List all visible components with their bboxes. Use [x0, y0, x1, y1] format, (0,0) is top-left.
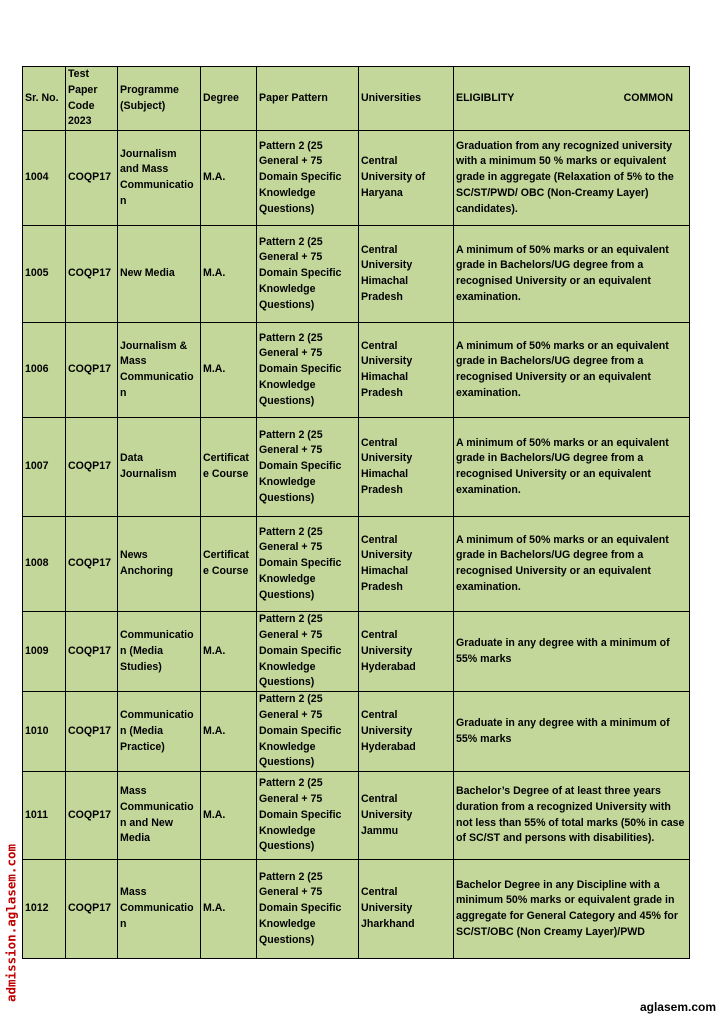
cell-university: Central University Himachal Pradesh: [359, 226, 454, 323]
cell-sr-no: 1009: [23, 612, 66, 692]
cell-code: COQP17: [66, 226, 118, 323]
cell-degree: M.A.: [201, 860, 257, 959]
cell-code: COQP17: [66, 692, 118, 772]
cell-eligibility: Graduate in any degree with a minimum of 55% marks: [454, 692, 690, 772]
cell-university: Central University Hyderabad: [359, 612, 454, 692]
cell-degree: M.A.: [201, 612, 257, 692]
cell-sr-no: 1007: [23, 418, 66, 517]
cell-degree: Certificate Course: [201, 517, 257, 612]
table-row: [23, 131, 690, 226]
cell-eligibility: Bachelor Degree in any Discipline with a minimum 50% marks or equivalent grade in aggregate for General Category and 45% for SC/ST/OBC (Non Creamy Layer)/PWD: [454, 860, 690, 959]
table-row: [23, 692, 690, 772]
eligibility-table: [22, 66, 690, 959]
header-universities: Universities: [359, 67, 454, 131]
table-row: [23, 772, 690, 860]
header-eligibility-label: ELIGIBLITY: [456, 91, 515, 104]
header-paper-pattern: Paper Pattern: [257, 67, 359, 131]
cell-programme: New Media: [118, 226, 201, 323]
header-sr-no: Sr. No.: [23, 67, 66, 131]
footer-site-name: aglasem.com: [639, 1000, 716, 1014]
cell-pattern: Pattern 2 (25 General + 75 Domain Specific Knowledge Questions): [257, 226, 359, 323]
header-eligibility: [454, 67, 690, 131]
cell-programme: Mass Communication: [118, 860, 201, 959]
cell-code: COQP17: [66, 517, 118, 612]
cell-pattern: Pattern 2 (25 General + 75 Domain Specific Knowledge Questions): [257, 860, 359, 959]
cell-sr-no: 1010: [23, 692, 66, 772]
header-eligibility-tag: COMMON: [623, 91, 673, 104]
cell-degree: Certificate Course: [201, 418, 257, 517]
cell-pattern: Pattern 2 (25 General + 75 Domain Specific Knowledge Questions): [257, 418, 359, 517]
cell-degree: M.A.: [201, 692, 257, 772]
cell-university: Central University of Haryana: [359, 131, 454, 226]
cell-pattern: Pattern 2 (25 General + 75 Domain Specific Knowledge Questions): [257, 772, 359, 860]
header-programme: Programme (Subject): [118, 67, 201, 131]
cell-eligibility: A minimum of 50% marks or an equivalent grade in Bachelors/UG degree from a recognised University or an equivalent examination.: [454, 517, 690, 612]
cell-university: Central University Jammu: [359, 772, 454, 860]
cell-programme: Data Journalism: [118, 418, 201, 517]
cell-eligibility: A minimum of 50% marks or an equivalent grade in Bachelors/UG degree from a recognised University or an equivalent examination.: [454, 418, 690, 517]
cell-pattern: Pattern 2 (25 General + 75 Domain Specific Knowledge Questions): [257, 692, 359, 772]
table-row: [23, 323, 690, 418]
table-row: [23, 418, 690, 517]
cell-eligibility: Bachelor’s Degree of at least three years duration from a recognized University with not less than 55% of total marks (50% in case of SC/ST and persons with disabilities).: [454, 772, 690, 860]
cell-pattern: Pattern 2 (25 General + 75 Domain Specific Knowledge Questions): [257, 517, 359, 612]
cell-programme: Mass Communication and New Media: [118, 772, 201, 860]
cell-sr-no: 1006: [23, 323, 66, 418]
cell-programme: Journalism and Mass Communication: [118, 131, 201, 226]
cell-eligibility: Graduation from any recognized university with a minimum 50 % marks or equivalent grade in aggregate (Relaxation of 5% to the SC/ST/PWD/ OBC (Non-Creamy Layer) candidates).: [454, 131, 690, 226]
table-row: [23, 226, 690, 323]
cell-code: COQP17: [66, 418, 118, 517]
cell-sr-no: 1005: [23, 226, 66, 323]
cell-code: COQP17: [66, 323, 118, 418]
cell-eligibility: A minimum of 50% marks or an equivalent grade in Bachelors/UG degree from a recognised University or an equivalent examination.: [454, 226, 690, 323]
table-row: [23, 860, 690, 959]
cell-degree: M.A.: [201, 131, 257, 226]
cell-university: Central University Himachal Pradesh: [359, 418, 454, 517]
cell-pattern: Pattern 2 (25 General + 75 Domain Specific Knowledge Questions): [257, 612, 359, 692]
cell-programme: Communication (Media Studies): [118, 612, 201, 692]
table-row: [23, 612, 690, 692]
cell-programme: Communication (Media Practice): [118, 692, 201, 772]
cell-code: COQP17: [66, 612, 118, 692]
header-row: [23, 67, 690, 131]
cell-pattern: Pattern 2 (25 General + 75 Domain Specific Knowledge Questions): [257, 131, 359, 226]
cell-eligibility: A minimum of 50% marks or an equivalent grade in Bachelors/UG degree from a recognised University or an equivalent examination.: [454, 323, 690, 418]
cell-university: Central University Jharkhand: [359, 860, 454, 959]
header-test-paper-code: Test Paper Code 2023: [66, 67, 118, 131]
cell-university: Central University Himachal Pradesh: [359, 323, 454, 418]
cell-sr-no: 1004: [23, 131, 66, 226]
cell-pattern: Pattern 2 (25 General + 75 Domain Specific Knowledge Questions): [257, 323, 359, 418]
cell-programme: Journalism & Mass Communication: [118, 323, 201, 418]
cell-code: COQP17: [66, 131, 118, 226]
cell-sr-no: 1008: [23, 517, 66, 612]
cell-university: Central University Himachal Pradesh: [359, 517, 454, 612]
cell-degree: M.A.: [201, 323, 257, 418]
watermark: [0, 830, 22, 1016]
cell-code: COQP17: [66, 860, 118, 959]
cell-sr-no: 1012: [23, 860, 66, 959]
cell-programme: News Anchoring: [118, 517, 201, 612]
cell-degree: M.A.: [201, 772, 257, 860]
cell-sr-no: 1011: [23, 772, 66, 860]
cell-degree: M.A.: [201, 226, 257, 323]
table-row: [23, 517, 690, 612]
watermark-text[interactable]: admission.aglasem.com: [3, 843, 19, 1003]
header-degree: Degree: [201, 67, 257, 131]
cell-university: Central University Hyderabad: [359, 692, 454, 772]
cell-code: COQP17: [66, 772, 118, 860]
cell-eligibility: Graduate in any degree with a minimum of 55% marks: [454, 612, 690, 692]
